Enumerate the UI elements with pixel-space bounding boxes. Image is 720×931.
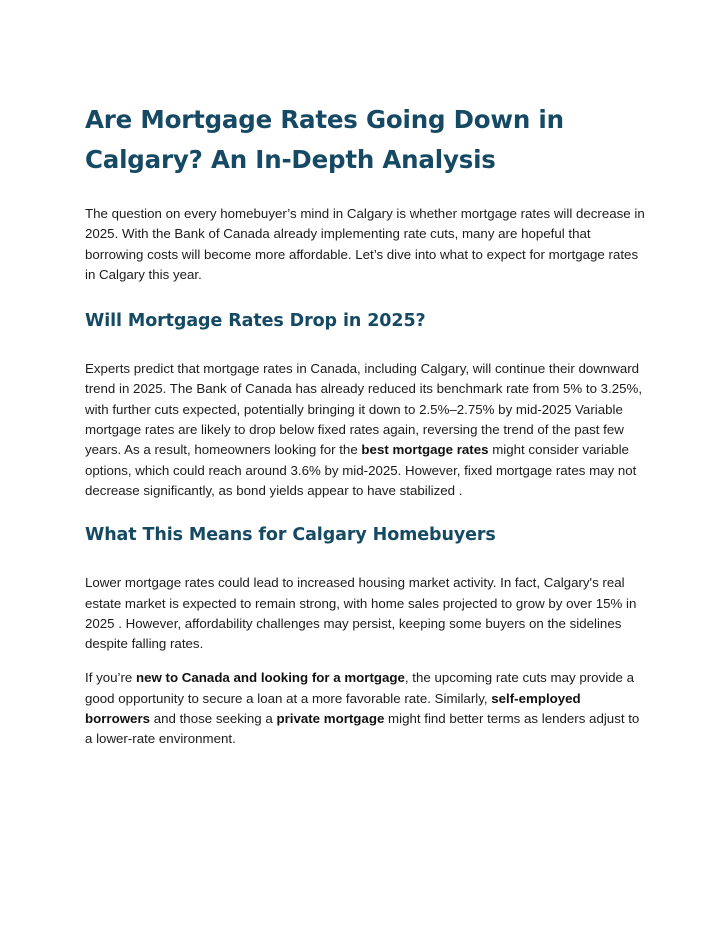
article-title: Are Mortgage Rates Going Down in Calgary? An In-Depth Analysis [85, 105, 564, 174]
self-employed-emphasis: self-employed borrowers [85, 690, 581, 727]
text-span: and those seeking a [150, 711, 277, 727]
text-span: Experts predict that mortgage rates in Canada, including Calgary, will continue their downward trend in 2025. The Bank of Canada has already reduced its benchmark rate from 5% to 3.25%, with further cuts expected, potentially bringing it down to 2.5%–2.75% by mid-2025 Variable mortgage rates are likely to drop below fixed rates again, reversing the trend of the past few years. As a result, homeowners looking for the [85, 361, 643, 458]
private-mortgage-emphasis: private mortgage [276, 711, 385, 727]
section-heading-rates-drop: Will Mortgage Rates Drop in 2025? [85, 311, 426, 332]
text-span: , the upcoming rate cuts may provide a good opportunity to secure a loan at a more favorable rate. Similarly, [85, 670, 635, 706]
rates-drop-paragraph [85, 359, 645, 501]
best-mortgage-rates-link: best mortgage rates [361, 442, 489, 458]
housing-market-paragraph: Lower mortgage rates could lead to increased housing market activity. In fact, Calgary's real estate market is expected to remain strong, with home sales projected to grow by over 15% in 2025 . However, affordability challenges may persist, keeping some buyers on the sidelines despite falling rates. [85, 575, 637, 652]
article [85, 100, 645, 750]
text-span: If you’re [85, 670, 136, 686]
section-heading-homebuyers: What This Means for Calgary Homebuyers [85, 525, 496, 546]
text-span: might consider variable options, which could reach around 3.6% by mid-2025. However, fixed mortgage rates may not decrease significantly, as bond yields appear to have stabilized . [85, 442, 637, 498]
intro-paragraph: The question on every homebuyer’s mind in Calgary is whether mortgage rates will decrease in 2025. With the Bank of Canada already implementing rate cuts, many are hopeful that borrowing costs will become more affordable. Let’s dive into what to expect for mortgage rates in Calgary this year. [85, 206, 645, 282]
text-span: might find better terms as lenders adjust to a lower-rate environment. [85, 711, 640, 747]
new-to-canada-emphasis: new to Canada and looking for a mortgage [136, 670, 405, 686]
borrower-types-paragraph [85, 668, 645, 749]
